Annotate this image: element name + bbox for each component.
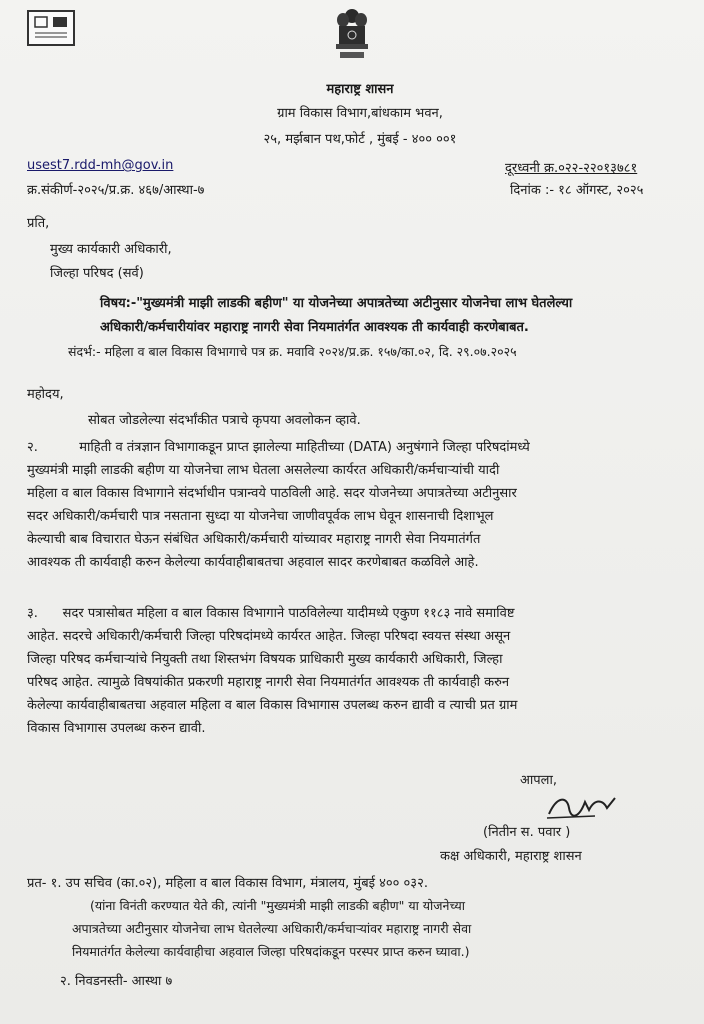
copy-line-3: अपात्रतेच्या अटीनुसार योजनेचा लाभ घेतलेल्या अधिकारी/कर्मचाऱ्यांवर महाराष्ट्र नागरी सेवा [72, 921, 472, 936]
signatory-designation: कक्ष अधिकारी, महाराष्ट्र शासन [440, 849, 582, 864]
subject-line-1: विषय:-"मुख्यमंत्री माझी लाडकी बहीण" या योजनेच्या अपात्रतेच्या अटीनुसार योजनेचा लाभ घेतलेल्या [100, 296, 573, 311]
subject-line-2: अधिकारी/कर्मचारीयांवर महाराष्ट्र नागरी सेवा नियमातंर्गत आवश्यक ती कार्यवाही करणेबाबत. [100, 320, 529, 335]
national-emblem [330, 4, 374, 66]
signatory-name: (नितीन स. पवार ) [483, 825, 571, 840]
paragraph-line: आहेत. सदरचे अधिकारी/कर्मचारी जिल्हा परिषदांमध्ये कार्यरत आहेत. जिल्हा परिषदा स्वयत्त संस्था असून [27, 629, 511, 644]
paragraph-line: ३. सदर पत्रासोबत महिला व बाल विकास विभागाने पाठविलेल्या यादीमध्ये एकुण ११८३ नावे समाविष्ट [27, 606, 515, 621]
reference-number: क्र.संकीर्ण-२०२५/प्र.क्र. ४६७/आस्था-७ [27, 183, 205, 198]
recipient-line-2: जिल्हा परिषद (सर्व) [50, 266, 144, 281]
copy-line-5: २. निवडनस्ती- आस्था ७ [60, 974, 173, 989]
paragraph-line: केलेल्या कार्यवाहीबाबतचा अहवाल महिला व बाल विकास विभागास उपलब्ध करुन द्यावी व त्याची प्रत ग्राम [27, 698, 518, 713]
recipient-prati: प्रति, [27, 216, 50, 231]
paragraph-1: सोबत जोडलेल्या संदर्भांकीत पत्राचे कृपया अवलोकन व्हावे. [88, 413, 361, 428]
salutation: महोदय, [27, 387, 64, 402]
department-logo [27, 10, 75, 46]
department-address: २५, मर्झबान पथ,फोर्ट , मुंबई - ४०० ००१ [263, 132, 457, 147]
email-link[interactable]: usest7.rdd-mh@gov.in [27, 158, 174, 173]
paragraph-line: सदर अधिकारी/कर्मचारी पात्र नसताना सुध्दा या योजनेचा जाणीवपूर्वक लाभ घेवून शासनाची दिशाभूल [27, 509, 494, 524]
copy-line-1: प्रत- १. उप सचिव (का.०२), महिला व बाल विकास विभाग, मंत्रालय, मुंबई ४०० ०३२. [27, 876, 428, 891]
copy-line-2: (यांना विनंती करण्यात येते की, त्यांनी "मुख्यमंत्री माझी लाडकी बहीण" या योजनेच्या [90, 898, 465, 913]
paragraph-line: महिला व बाल विकास विभागाने संदर्भाधीन पत्रान्वये पाठविली आहे. सदर योजनेच्या अपात्रतेच्या अटीनुसार [27, 486, 517, 501]
government-name: महाराष्ट्र शासन [326, 82, 394, 97]
recipient-line-1: मुख्य कार्यकारी अधिकारी, [50, 242, 172, 257]
department-name: ग्राम विकास विभाग,बांधकाम भवन, [277, 106, 443, 121]
letter-date: दिनांक :- १८ ऑगस्ट, २०२५ [510, 183, 644, 198]
closing: आपला, [520, 773, 557, 788]
paragraph-line: मुख्यमंत्री माझी लाडकी बहीण या योजनेचा लाभ घेतला असलेल्या कार्यरत अधिकारी/कर्मचाऱ्यांची यादी [27, 463, 500, 478]
signature-mark [545, 790, 625, 822]
subject-reference: संदर्भ:- महिला व बाल विकास विभागाचे पत्र क्र. मवावि २०२४/प्र.क्र. १५७/का.०२, दि. २९.०७.२०२५ [68, 344, 517, 359]
paragraph-line: केल्याची बाब विचारात घेऊन संबंधित अधिकारी/कर्मचारी यांच्यावर महाराष्ट्र नागरी सेवा नियमातंर्गत [27, 532, 481, 547]
paragraph-line: जिल्हा परिषद कर्मचाऱ्यांचे नियुक्ती तथा शिस्तभंग विषयक प्राधिकारी मुख्य कार्यकारी अधिकारी, जिल्हा [27, 652, 503, 667]
copy-line-4: नियमातंर्गत केलेल्या कार्यवाहीचा अहवाल जिल्हा परिषदांकडून परस्पर प्राप्त करुन घ्यावा.) [72, 944, 470, 959]
paragraph-line: विकास विभागास उपलब्ध करुन द्यावी. [27, 721, 206, 736]
paragraph-line: आवश्यक ती कार्यवाही करुन केलेल्या कार्यवाहीबाबतचा अहवाल सादर करणेबाबत कळविले आहे. [27, 555, 479, 570]
paragraph-3 [27, 602, 687, 740]
paragraph-line: २. माहिती व तंत्रज्ञान विभागाकडून प्राप्त झालेल्या माहितीच्या (DATA) अनुषंगाने जिल्हा परिषदांमध्ये [27, 440, 530, 455]
phone-number: दूरध्वनी क्र.०२२-२२०१३७८१ [505, 161, 638, 176]
paragraph-2 [27, 436, 687, 574]
paragraph-line: परिषद आहेत. त्यामुळे विषयांकीत प्रकरणी महाराष्ट्र नागरी सेवा नियमातंर्गत आवश्यक ती कार्यवाही करुन [27, 675, 510, 690]
